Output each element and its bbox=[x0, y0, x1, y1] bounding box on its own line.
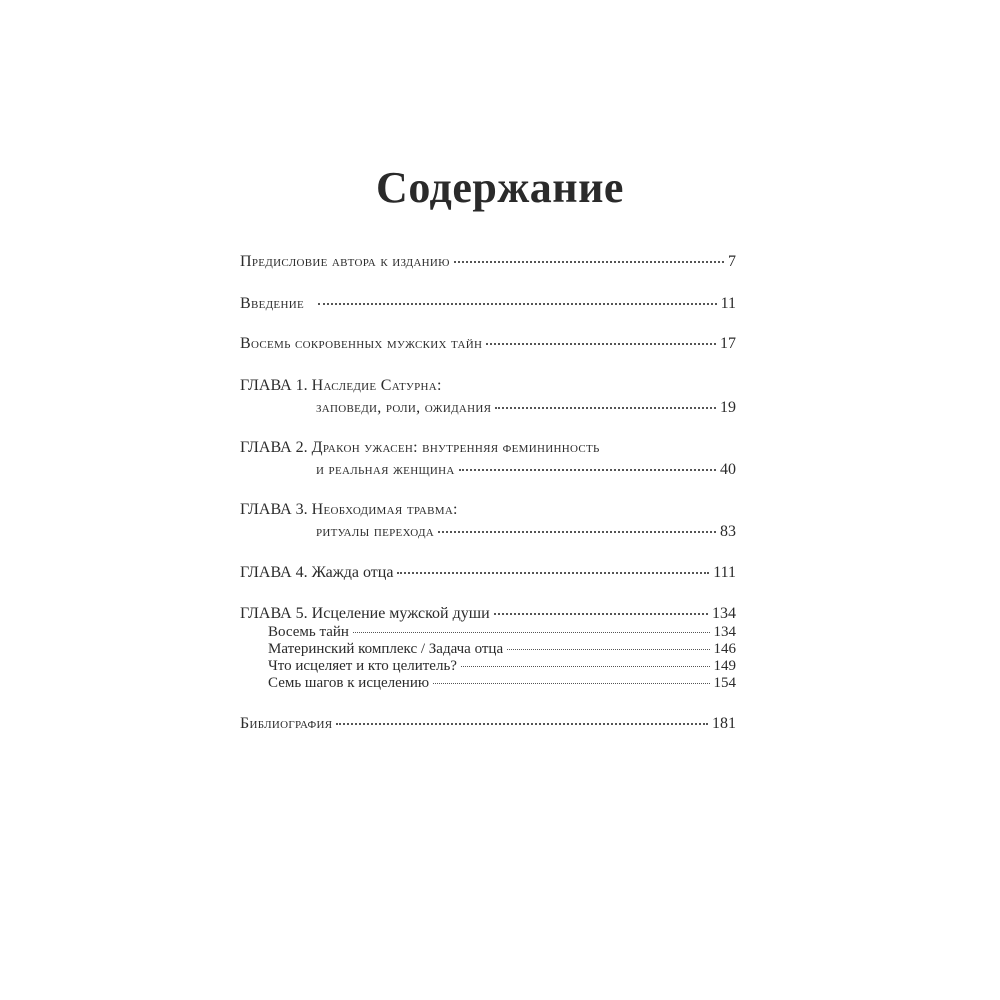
toc-sub-label: Что исцеляет и кто целитель? bbox=[268, 658, 457, 674]
leader-dots bbox=[495, 406, 716, 409]
toc-page-number: 181 bbox=[712, 715, 736, 732]
toc-chapter-4-entry[interactable] bbox=[240, 563, 736, 583]
toc-page-number: 19 bbox=[720, 399, 736, 416]
toc-entry-label: Восемь сокровенных мужских тайн bbox=[240, 335, 483, 352]
toc-sub-entry[interactable] bbox=[268, 658, 736, 675]
toc-entry-preface[interactable] bbox=[240, 252, 736, 272]
leader-dots bbox=[486, 342, 716, 345]
toc-page-number: 146 bbox=[713, 641, 736, 657]
toc-page-number: 7 bbox=[728, 253, 736, 270]
chapter-title: Жажда отца bbox=[311, 564, 394, 581]
toc-sub-entry[interactable] bbox=[268, 675, 736, 692]
toc-entry-eight-secrets[interactable] bbox=[240, 334, 736, 354]
toc-chapter-3-entry[interactable] bbox=[316, 522, 736, 542]
toc-sub-label: Восемь тайн bbox=[268, 624, 349, 640]
toc-chapter-2-heading[interactable] bbox=[240, 438, 600, 458]
chapter-title: Наследие Сатурна: bbox=[311, 377, 442, 394]
toc-sub-entry[interactable] bbox=[268, 641, 736, 658]
toc-page-number: 111 bbox=[713, 564, 736, 581]
leader-dots bbox=[438, 530, 716, 533]
toc-entry-label bbox=[240, 604, 490, 624]
toc-page-number: 17 bbox=[720, 335, 736, 352]
toc-chapter-1-heading[interactable] bbox=[240, 376, 442, 396]
chapter-title: Дракон ужасен: внутренняя фемининность bbox=[311, 439, 600, 456]
toc-page-number: 134 bbox=[713, 624, 736, 640]
chapter-prefix: ГЛАВА 3. bbox=[240, 501, 308, 518]
chapter-prefix: ГЛАВА 2. bbox=[240, 439, 308, 456]
chapter-prefix: ГЛАВА 4. bbox=[240, 564, 308, 581]
chapter-prefix: ГЛАВА 1. bbox=[240, 377, 308, 394]
toc-page-number: 134 bbox=[712, 605, 736, 622]
chapter-title: Исцеление мужской души bbox=[311, 605, 490, 622]
toc-sub-label: Семь шагов к исцелению bbox=[268, 675, 430, 691]
toc-entry-label: Предисловие автора к изданию bbox=[240, 253, 450, 270]
chapter-prefix: ГЛАВА 5. bbox=[240, 605, 308, 622]
leader-dots bbox=[353, 631, 710, 633]
leader-dots bbox=[461, 665, 710, 667]
toc-entry-label: заповеди, роли, ожидания bbox=[316, 399, 492, 416]
toc-chapter-1-entry[interactable] bbox=[316, 398, 736, 418]
leader-dots bbox=[507, 648, 709, 650]
toc-chapter-2-entry[interactable] bbox=[316, 460, 736, 480]
toc-entry-label: и реальная женщина bbox=[316, 461, 455, 478]
toc-page-number: 154 bbox=[713, 675, 736, 691]
toc-entry-label: ритуалы перехода bbox=[316, 523, 434, 540]
chapter-title: Необходимая травма: bbox=[311, 501, 458, 518]
toc-page-number: 149 bbox=[713, 658, 736, 674]
toc-page-number: 40 bbox=[720, 461, 736, 478]
leader-dots bbox=[336, 722, 708, 725]
page-title: Содержание bbox=[376, 163, 624, 212]
table-of-contents bbox=[240, 0, 736, 1000]
leader-dots bbox=[318, 302, 717, 305]
leader-dots bbox=[494, 612, 708, 615]
toc-entry-label: Введение bbox=[240, 295, 304, 312]
toc-sub-entry[interactable] bbox=[268, 624, 736, 641]
leader-dots bbox=[397, 571, 709, 574]
toc-entry-label bbox=[240, 563, 393, 583]
leader-dots bbox=[433, 682, 709, 684]
toc-page-number: 11 bbox=[720, 295, 736, 312]
toc-entry-introduction[interactable] bbox=[240, 294, 736, 314]
toc-page-number: 83 bbox=[720, 523, 736, 540]
toc-sub-label: Материнский комплекс / Задача отца bbox=[268, 641, 504, 657]
toc-chapter-5-entry[interactable] bbox=[240, 604, 736, 624]
toc-entry-bibliography[interactable] bbox=[240, 714, 736, 734]
leader-dots bbox=[454, 260, 724, 263]
toc-chapter-3-heading[interactable] bbox=[240, 500, 458, 520]
leader-dots bbox=[459, 468, 716, 471]
toc-entry-label: Библиография bbox=[240, 715, 333, 732]
